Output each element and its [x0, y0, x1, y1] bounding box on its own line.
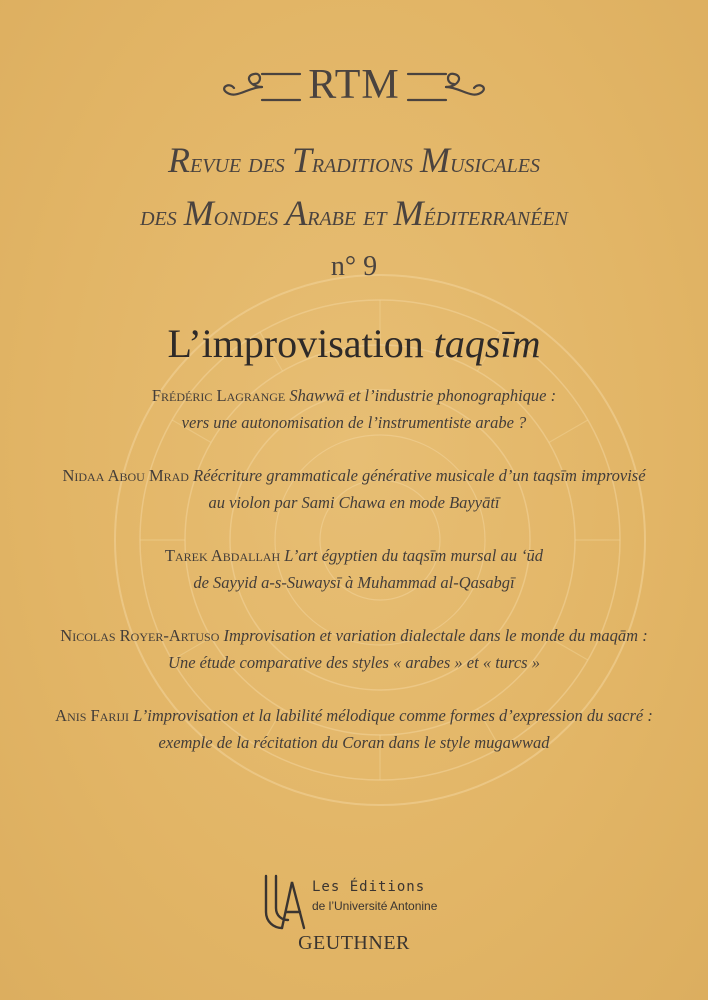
- entry-title: Réécriture grammaticale générative musicale d’un taqsīm improvisé: [193, 466, 646, 485]
- entry-title: L’art égyptien du taqsīm mursal au ‘ūd: [284, 546, 544, 565]
- contents-entry: [0, 462, 708, 516]
- title-cap: M: [183, 193, 214, 233]
- title-rest: ondes: [213, 201, 286, 232]
- contents-entry: [0, 382, 708, 436]
- contents-entry: [0, 542, 708, 596]
- issue-theme: [0, 320, 708, 368]
- title-rest: raditions: [311, 148, 420, 179]
- theme-main: L’improvisation: [167, 321, 434, 366]
- journal-title-line2: [0, 193, 708, 237]
- entry-author: Nicolas Royer-Artuso: [60, 626, 220, 645]
- publisher-subname: de l’Université Antonine: [312, 899, 438, 913]
- entry-title-cont: Une étude comparative des styles « arabes » et « turcs »: [168, 653, 540, 672]
- contents-entry: [0, 622, 708, 676]
- entry-author: Anis Fariji: [55, 706, 130, 725]
- entry-author: Nidaa Abou Mrad: [62, 466, 189, 485]
- title-rest: éditerranéen: [423, 201, 568, 232]
- title-cap: M: [393, 193, 424, 233]
- entry-title: Shawwā et l’industrie phonographique :: [289, 386, 557, 405]
- entry-author: Tarek Abdallah: [164, 546, 281, 565]
- entry-title: Improvisation et variation dialectale dans le monde du maqām :: [223, 626, 648, 645]
- title-rest: rabe et: [307, 201, 394, 232]
- entry-title: L’improvisation et la labilité mélodique comme formes d’expression du sacré :: [133, 706, 653, 725]
- title-rest: evue des: [190, 148, 292, 179]
- entry-title-cont: de Sayyid a-s-Suwaysī à Muhammad al-Qasabgī: [193, 573, 515, 592]
- journal-title-line1: [0, 140, 708, 184]
- imprint-name: GEUTHNER: [298, 932, 410, 954]
- theme-italic: taqsīm: [433, 321, 541, 366]
- table-of-contents: [0, 382, 708, 782]
- entry-author: Frédéric Lagrange: [151, 386, 286, 405]
- issue-number: n° 9: [330, 251, 378, 282]
- title-rest: des: [140, 201, 184, 232]
- title-cap: A: [285, 193, 308, 233]
- contents-entry: [0, 702, 708, 756]
- publisher-name: Les Éditions: [312, 879, 426, 895]
- masthead: [0, 62, 708, 110]
- journal-acronym: RTM: [308, 62, 400, 108]
- entry-title-cont: exemple de la récitation du Coran dans le style mugawwad: [158, 733, 550, 752]
- title-cap: M: [419, 140, 450, 180]
- entry-title-cont: vers une autonomisation de l’instrumentiste arabe ?: [181, 413, 527, 432]
- title-rest: usicales: [449, 148, 540, 179]
- title-cap: R: [168, 140, 191, 180]
- entry-title-cont: au violon par Sami Chawa en mode Bayyātī: [208, 493, 500, 512]
- title-cap: T: [291, 140, 312, 180]
